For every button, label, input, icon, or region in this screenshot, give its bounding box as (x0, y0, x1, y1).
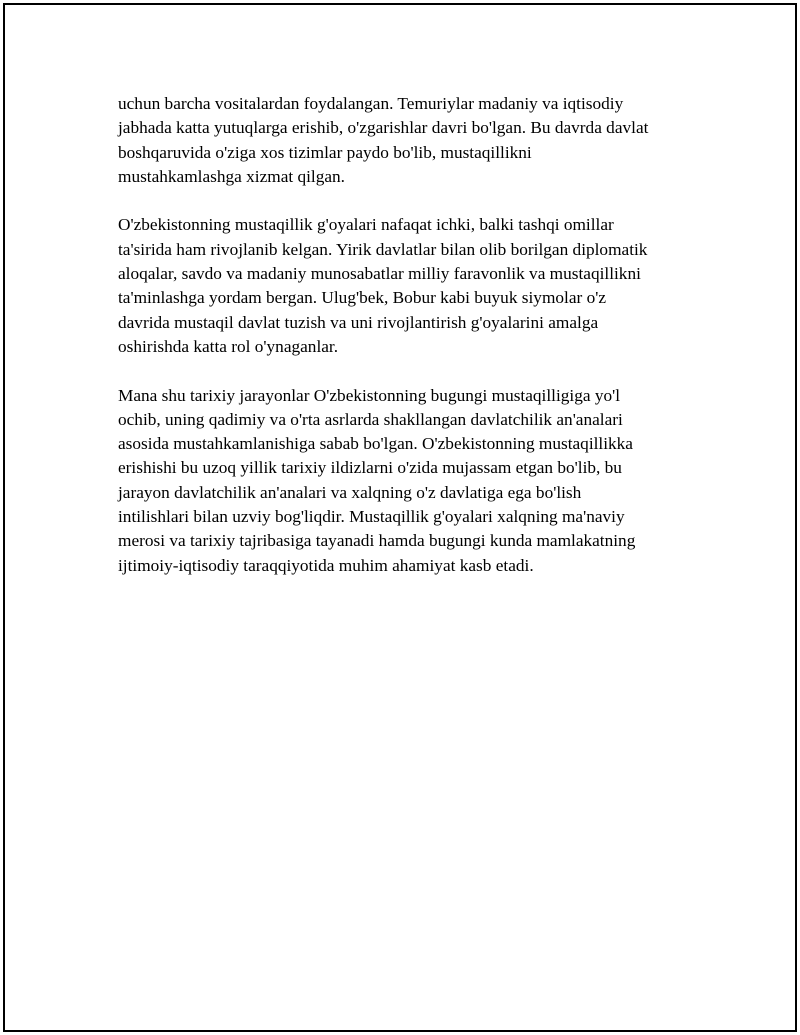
text-line: O'zbekistonning mustaqillik g'oyalari nafaqat ichki, balki tashqi omillar (118, 215, 614, 235)
text-line: Mana shu tarixiy jarayonlar O'zbekistonning bugungi mustaqilligiga yo'l (118, 385, 621, 405)
text-line: boshqaruvida o'ziga xos tizimlar paydo bo'lib, mustaqillikni (118, 142, 532, 162)
text-line: ijtimoiy-iqtisodiy taraqqiyotida muhim ahamiyat kasb etadi. (118, 555, 534, 575)
text-line: aloqalar, savdo va madaniy munosabatlar milliy faravonlik va mustaqillikni (118, 264, 641, 284)
paragraph-2 (118, 213, 698, 359)
text-line: ochib, uning qadimiy va o'rta asrlarda shakllangan davlatchilik an'analari (118, 409, 623, 429)
text-line: ta'minlashga yordam bergan. Ulug'bek, Bobur kabi buyuk siymolar o'z (118, 288, 607, 308)
text-line: jarayon davlatchilik an'analari va xalqning o'z davlatiga ega bo'lish (118, 482, 582, 502)
text-line: merosi va tarixiy tajribasiga tayanadi hamda bugungi kunda mamlakatning (118, 531, 636, 551)
text-line: uchun barcha vositalardan foydalangan. Temuriylar madaniy va iqtisodiy (118, 94, 624, 113)
paragraph-3 (118, 384, 698, 578)
text-line: mustahkamlashga xizmat qilgan. (118, 166, 346, 186)
text-line: oshirishda katta rol o'ynaganlar. (118, 336, 339, 356)
text-line: davrida mustaqil davlat tuzish va uni rivojlantirish g'oyalarini amalga (118, 312, 599, 332)
document-body (118, 92, 698, 578)
text-line: erishishi bu uzoq yillik tarixiy ildizlarni o'zida mujassam etgan bo'lib, bu (118, 458, 622, 478)
text-line: intilishlari bilan uzviy bog'liqdir. Mustaqillik g'oyalari xalqning ma'naviy (118, 507, 625, 527)
text-line: jabhada katta yutuqlarga erishib, o'zgarishlar davri bo'lgan. Bu davrda davlat (118, 118, 649, 138)
text-line: ta'sirida ham rivojlanib kelgan. Yirik davlatlar bilan olib borilgan diplomatik (118, 239, 648, 259)
text-line: asosida mustahkamlanishiga sabab bo'lgan. O'zbekistonning mustaqillikka (118, 434, 633, 454)
paragraph-1 (118, 92, 698, 189)
